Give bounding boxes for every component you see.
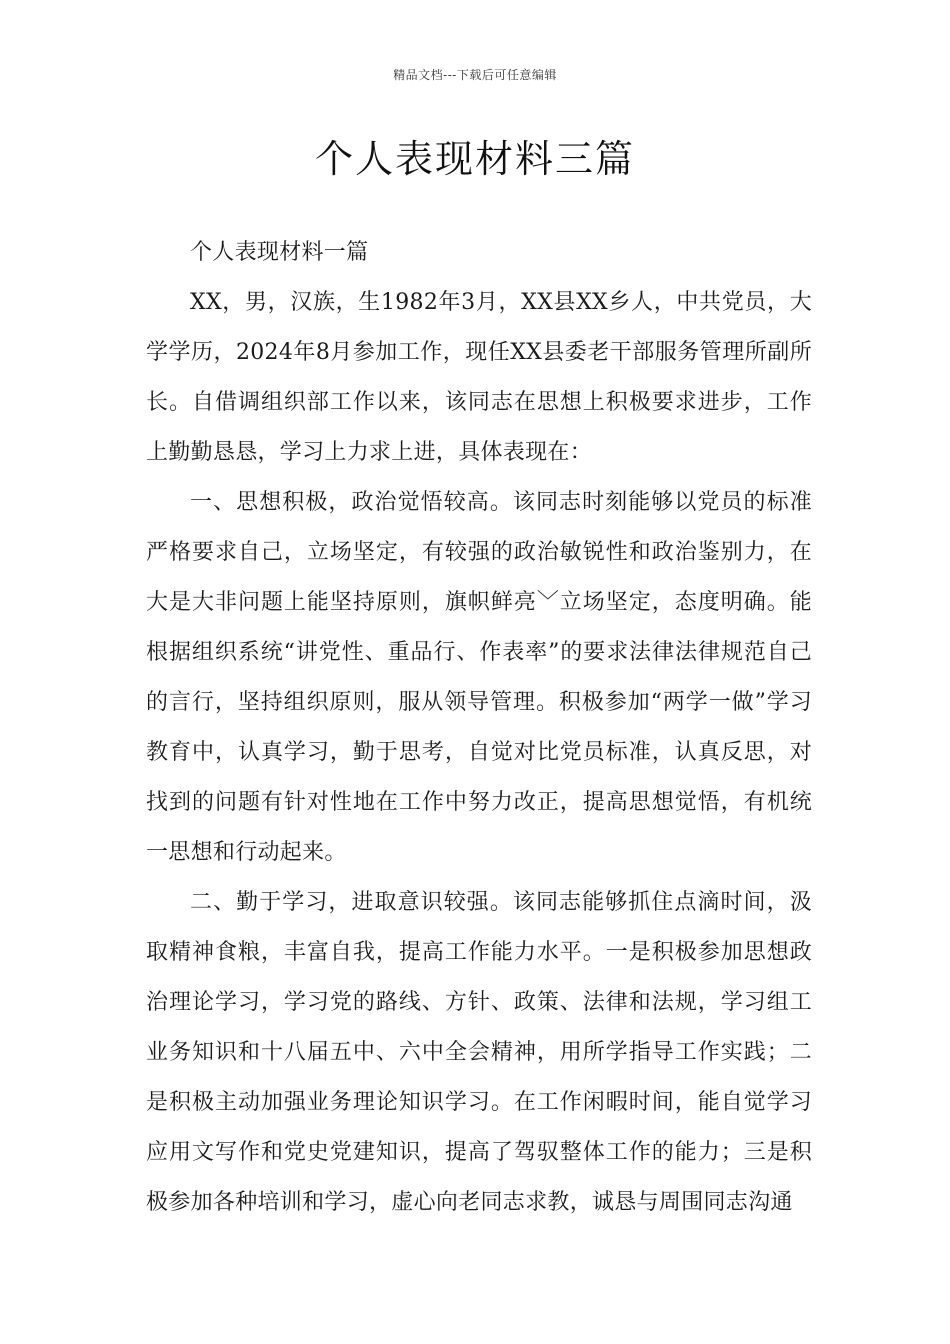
document-body: [146, 228, 812, 1228]
paragraph-point-one: 一、思想积极，政治觉悟较高。该同志时刻能够以党员的标准严格要求自己，立场坚定，有较强的政治敏锐性和政治鉴别力，在大是大非问题上能坚持原则，旗帜鲜亮﹀立场坚定，态度明确。能根据组织系统“讲党性、重品行、作表率”的要求法律法律规范自己的言行，坚持组织原则，服从领导管理。积极参加“两学一做”学习教育中，认真学习，勤于思考，自觉对比党员标准，认真反思，对找到的问题有针对性地在工作中努力改正，提高思想觉悟，有机统一思想和行动起来。: [146, 490, 812, 865]
section-heading: 个人表现材料一篇: [190, 240, 369, 265]
paragraph-point-two: 二、勤于学习，进取意识较强。该同志能够抓住点滴时间，汲取精神食粮，丰富自我，提高工作能力水平。一是积极参加思想政治理论学习，学习党的路线、方针、政策、法律和法规，学习组工业务知识和十八届五中、六中全会精神，用所学指导工作实践；二是积极主动加强业务理论知识学习。在工作闲暇时间，能自觉学习应用文写作和党史党建知识，提高了驾驭整体工作的能力；三是积极参加各种培训和学习，虚心向老同志求教，诚恳与周围同志沟通: [146, 890, 812, 1215]
document-title: 个人表现材料三篇: [314, 137, 635, 181]
header-note: 精品文档---下载后可任意编辑: [393, 68, 557, 82]
paragraph-intro: XX，男，汉族，生1982年3月，XX县XX乡人，中共党员，大学学历，2024年8月参加工作，现任XX县委老干部服务管理所副所长。自借调组织部工作以来，该同志在思想上积极要求进步，工作上勤勤恳恳，学习上力求上进，具体表现在：: [146, 290, 812, 465]
